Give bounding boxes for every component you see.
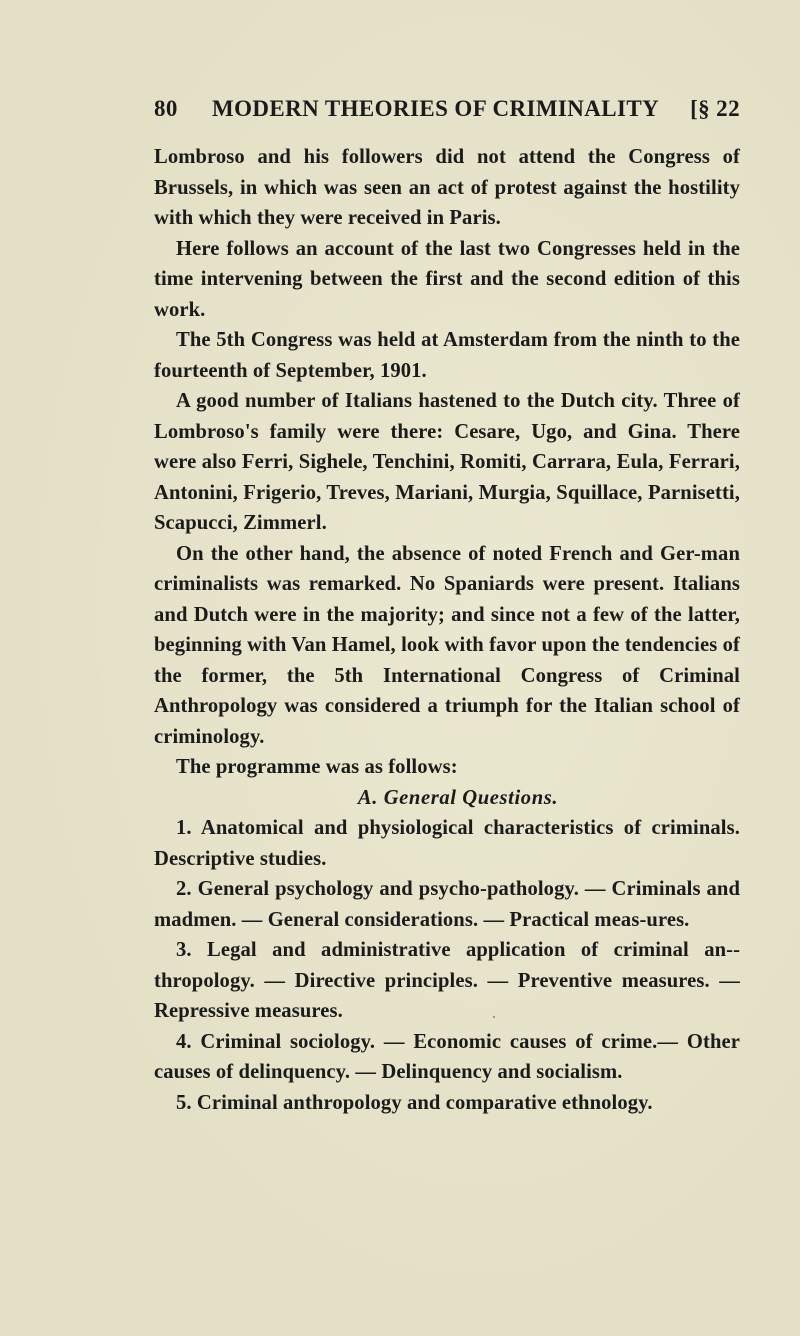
scan-speck bbox=[493, 1016, 495, 1018]
running-header bbox=[154, 96, 740, 128]
paragraph: The programme was as follows: bbox=[176, 756, 458, 778]
question-item: 4. Criminal sociology. — Economic causes of crime.— Other causes of delinquency. — Delinquency and socialism. bbox=[154, 1030, 740, 1083]
section-reference: [§ 22 bbox=[690, 96, 740, 121]
question-item: 3. Legal and administrative application of criminal an-thropology. — Directive principles. — Preventive measures. — Repressive measures. bbox=[154, 939, 740, 1022]
paragraph: A good number of Italians hastened to the Dutch city. Three of Lombroso's family were there: Cesare, Ugo, and Gina. There were also Ferri, Sighele, Tenchini, Romiti, Carrara, Eula, Ferrari, Antonini, Frigerio, Treves, Mariani, Murgia, Squillace, Parnisetti, Scapucci, Zimmerl. bbox=[154, 390, 740, 534]
page-number: 80 bbox=[154, 96, 178, 121]
question-item: 2. General psychology and psycho-pathology. — Criminals and madmen. — General considerations. — Practical meas-ures. bbox=[154, 878, 740, 931]
body-text bbox=[154, 142, 740, 1118]
paragraph: On the other hand, the absence of noted French and Ger-man criminalists was remarked. No Spaniards were present. Italians and Dutch were in the majority; and since not a few of the latter, beginning with Van Hamel, look with favor upon the tendencies of the former, the 5th International Congress of Criminal Anthropology was considered a triumph for the Italian school of criminology. bbox=[154, 542, 740, 748]
section-heading: A. General Questions. bbox=[357, 786, 559, 809]
paragraph: Lombroso and his followers did not attend the Congress of Brussels, in which was seen an act of protest against the hostility with which they were received in Paris. bbox=[154, 146, 740, 229]
paragraph: The 5th Congress was held at Amsterdam from the ninth to the fourteenth of September, 1901. bbox=[154, 329, 740, 382]
question-item: 5. Criminal anthropology and comparative ethnology. bbox=[176, 1091, 653, 1114]
question-item: 1. Anatomical and physiological characteristics of criminals. Descriptive studies. bbox=[154, 817, 740, 870]
running-title: MODERN THEORIES OF CRIMINALITY bbox=[212, 96, 660, 121]
paragraph: Here follows an account of the last two Congresses held in the time intervening between the first and the second edition of this work. bbox=[154, 237, 740, 321]
